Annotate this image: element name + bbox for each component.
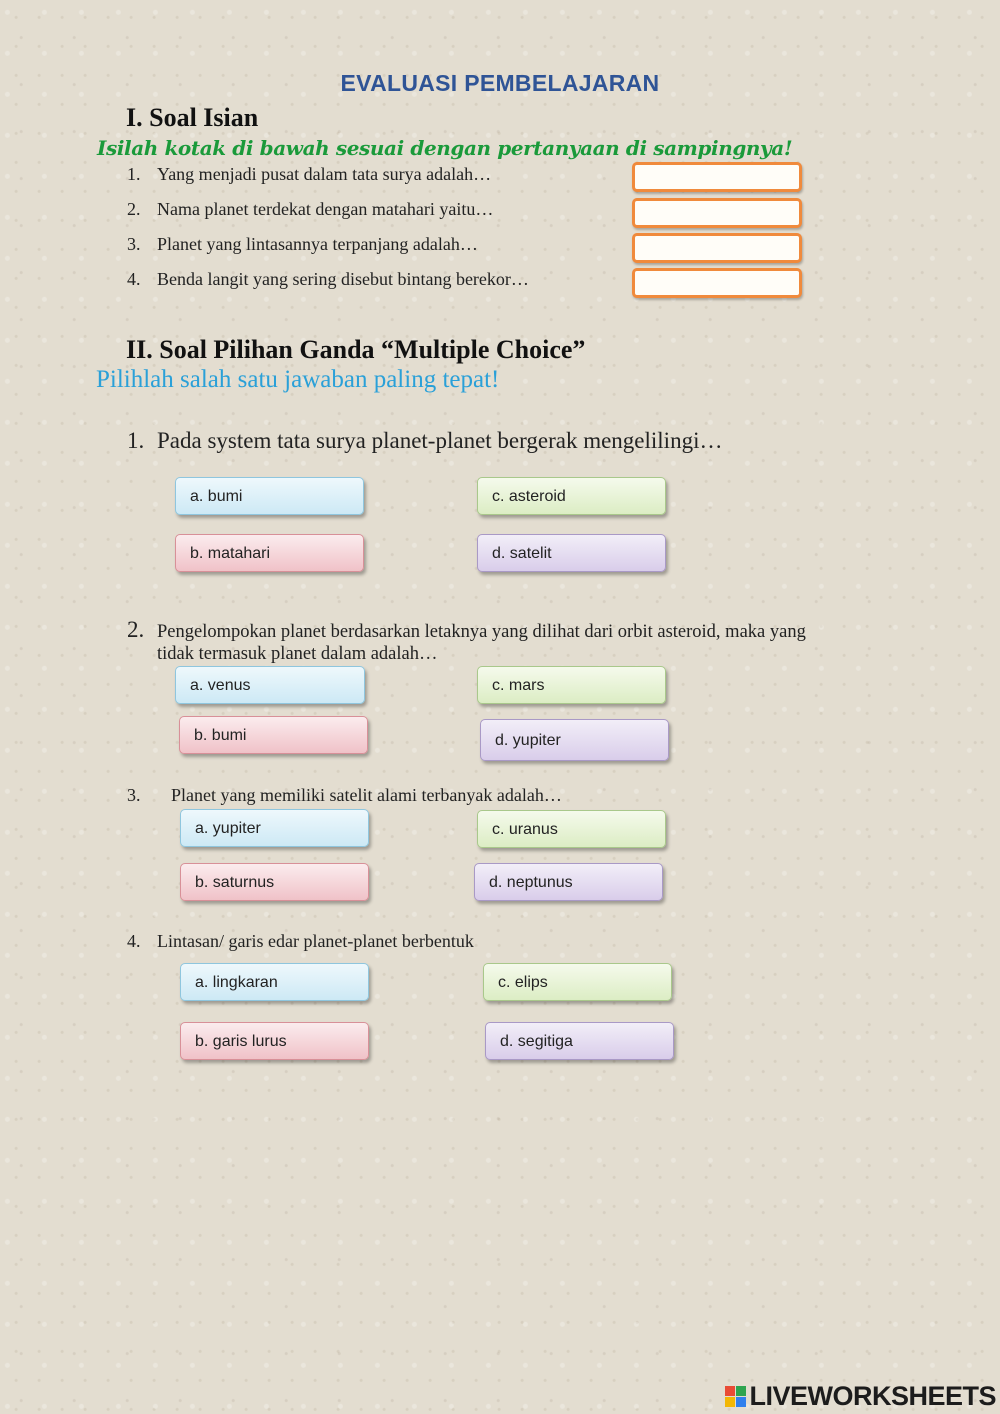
question-number: 1. [127,428,145,453]
section2-instruction: Pilihlah salah satu jawaban paling tepat! [96,366,500,393]
option-2b[interactable]: b. bumi [179,716,368,754]
question-number: 4. [127,931,141,951]
mc-question-2 [127,619,927,665]
option-1a[interactable]: a. bumi [175,477,364,515]
section1-instruction: Isilah kotak di bawah sesuai dengan pertanyaan di sampingnya! [97,136,793,160]
logo-blocks-icon [725,1386,746,1407]
answer-box-1[interactable] [632,162,802,192]
option-3b[interactable]: b. saturnus [180,863,369,901]
option-2c[interactable]: c. mars [477,666,666,704]
option-3d[interactable]: d. neptunus [474,863,663,901]
option-1d[interactable]: d. satelit [477,534,666,572]
fill-question-3 [127,234,478,255]
mc-question-4 [127,931,474,952]
option-4d[interactable]: d. segitiga [485,1022,674,1060]
option-2a[interactable]: a. venus [175,666,365,704]
answer-box-2[interactable] [632,198,802,228]
question-number: 3. [127,234,141,254]
question-text-line1: Pengelompokan planet berdasarkan letaknya yang dilihat dari orbit asteroid, maka yang [157,622,806,642]
option-1c[interactable]: c. asteroid [477,477,666,515]
question-number: 1. [127,164,141,184]
option-4c[interactable]: c. elips [483,963,672,1001]
fill-question-4 [127,269,529,290]
section1-heading: I. Soal Isian [126,103,259,132]
question-text: Nama planet terdekat dengan matahari yaitu… [157,199,494,219]
option-3c[interactable]: c. uranus [477,810,666,848]
option-2d[interactable]: d. yupiter [480,719,669,761]
option-4a[interactable]: a. lingkaran [180,963,369,1001]
mc-question-1 [127,428,722,454]
answer-box-3[interactable] [632,233,802,263]
section2-heading: II. Soal Pilihan Ganda “Multiple Choice” [126,335,586,364]
question-number: 2. [127,199,141,219]
logo-text: LIVEWORKSHEETS [749,1381,996,1411]
answer-box-4[interactable] [632,268,802,298]
option-4b[interactable]: b. garis lurus [180,1022,369,1060]
question-number: 4. [127,269,141,289]
question-number: 3. [127,785,141,805]
page-title: EVALUASI PEMBELAJARAN [340,70,660,96]
question-text: Yang menjadi pusat dalam tata surya adalah… [157,164,492,184]
fill-question-1 [127,164,491,185]
fill-question-2 [127,199,493,220]
question-number: 2. [127,617,145,642]
liveworksheets-logo [725,1381,996,1412]
option-1b[interactable]: b. matahari [175,534,364,572]
question-text: Planet yang lintasannya terpanjang adalah… [157,234,478,254]
option-3a[interactable]: a. yupiter [180,809,369,847]
question-text-line2: tidak termasuk planet dalam adalah… [157,644,438,664]
question-text: Lintasan/ garis edar planet-planet berbentuk [157,931,474,951]
question-text: Planet yang memiliki satelit alami terbanyak adalah… [171,785,562,805]
question-text: Pada system tata surya planet-planet bergerak mengelilingi… [157,428,723,453]
mc-question-3 [127,785,562,806]
question-text: Benda langit yang sering disebut bintang berekor… [157,269,529,289]
